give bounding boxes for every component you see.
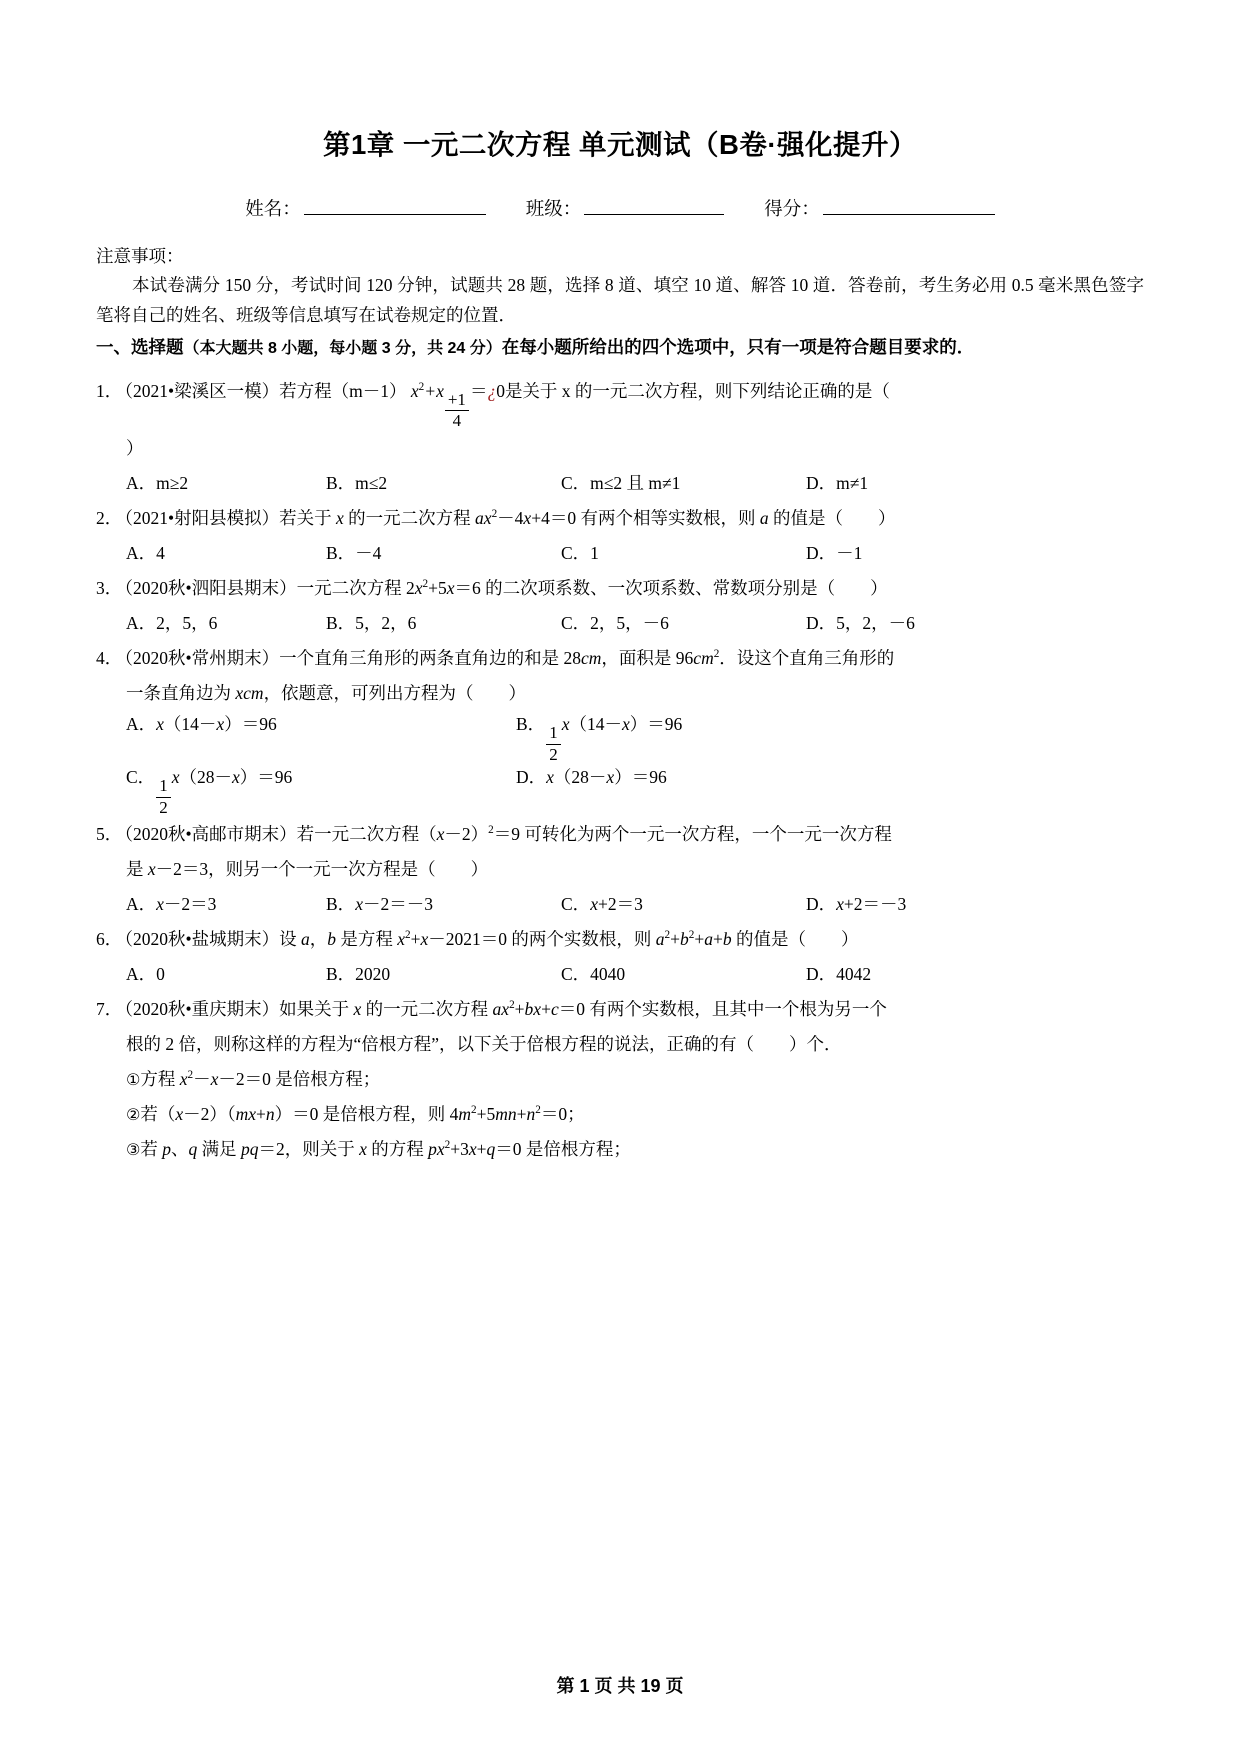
question-1-fraction-numerator: +1 [445,391,469,411]
question-3-source: （2020秋•泗阳县期末） [124,577,297,598]
question-1-option-c[interactable]: C．m≤2 且 m≠1 [561,472,681,493]
question-4-option-b-fraction: $\frac{1}{2}$ [546,724,561,764]
score-blank[interactable] [823,197,995,215]
name-label: 姓名： [245,200,301,220]
question-2 [96,501,1144,536]
class-field [526,195,725,221]
question-3 [96,571,1144,606]
question-1-eq-x: x [410,380,419,401]
question-3-number: 3． [96,577,123,598]
question-7-stem-line1: 如果关于 x 的一元二次方程 $ax^2+bx+c=0$ 有两个实数根，且其中一个根为另一个 [279,998,887,1019]
section-heading-main: 一、选择题 [96,337,184,358]
section-heading-paren: （本大题共 8 小题，每小题 3 分，共 24 分） [183,340,502,358]
score-field [764,195,995,221]
question-1-option-b[interactable]: B．m≤2 [326,472,388,493]
question-2-source: （2021•射阳县模拟） [124,507,280,528]
question-1-option-d[interactable]: D．m≠1 [806,472,869,493]
question-1-fraction [445,391,469,431]
class-blank[interactable] [584,197,724,215]
class-label: 班级： [525,200,582,220]
question-4-option-a[interactable]: A．x（14－x）＝96 [126,713,277,734]
question-5-option-c[interactable]: C．x+2＝3 [561,893,643,914]
page-footer: 第 1 页 共 19 页 [556,1676,684,1696]
question-2-option-a[interactable]: A．4 [126,542,165,563]
question-1-zero: 0 [496,380,505,401]
question-3-options [96,606,1144,641]
name-blank[interactable] [304,197,486,215]
question-1-fraction-denominator: 4 [452,411,462,431]
question-2-options [96,536,1144,571]
question-6-option-b[interactable]: B．2020 [326,963,391,984]
question-5-source: （2020秋•高邮市期末） [124,823,297,844]
question-1-close-paren: ） [126,437,144,458]
question-1-options [96,466,1144,501]
question-2-option-d[interactable]: D．－1 [806,542,863,563]
question-6-option-a[interactable]: A．0 [126,963,165,984]
question-7-stem-line2: 根的 2 倍，则称这样的方程为“倍根方程”，以下关于倍根方程的说法，正确的有（ ）个． [126,1033,842,1054]
question-4 [96,641,1144,676]
question-1-stem-pre: 若方程（m－1） [279,380,407,401]
question-1-equals: ＝ [469,380,488,401]
question-3-option-a[interactable]: A．2，5，6 [126,612,218,633]
question-6-stem: 设 a，b 是方程 $x^2+x-2021=0$ 的两个实数根，则 $a^2+b^2+a+b$ 的值是（ ） [279,928,859,949]
question-2-option-c[interactable]: C．1 [561,542,599,563]
question-4-option-c[interactable]: C． $\frac{1}{2}$ x（28－x）＝96 [126,766,293,817]
question-3-option-d[interactable]: D．5，2，－6 [806,612,915,633]
identity-row [96,195,1144,221]
question-7-source: （2020秋•重庆期末） [124,998,280,1019]
question-3-option-b[interactable]: B．5，2，6 [326,612,417,633]
name-field [245,195,486,221]
question-2-number: 2． [96,507,123,528]
question-5-number: 5． [96,823,123,844]
page-title: 第1章 一元二次方程 单元测试（B卷·强化提升） [322,129,918,160]
question-4-option-d[interactable]: D．x（28－x）＝96 [516,766,667,787]
score-label: 得分： [764,200,820,220]
section-heading [96,332,1144,363]
question-6-number: 6． [96,928,123,949]
question-1-eq-mid: +x [424,380,444,401]
question-1-eq-exponent: 2 [418,380,425,393]
question-2-option-b[interactable]: B．－4 [326,542,382,563]
notes-body: 本试卷满分 150 分，考试时间 120 分钟，试题共 28 题，选择 8 道、填空 10 道、解答 10 道．答卷前，考生务必用 0.5 毫米黑色签字笔将自己的姓名、班级等信息填写在试卷规定的位置． [96,275,1144,326]
question-1-red-mark: ¿ [487,380,497,401]
question-6 [96,922,1144,957]
question-5 [96,817,1144,852]
question-4-options-row2 [96,764,1144,817]
question-5-stem-line2: 是 x－2＝3，则另一个一元一次方程是（ ） [126,858,489,879]
question-4-source: （2020秋•常州期末） [124,647,280,668]
question-1-number: 1． [96,380,123,401]
question-5-option-d[interactable]: D．x+2＝－3 [806,893,907,914]
question-1-source: （2021•梁溪区一模） [124,380,280,401]
question-7-sub-item-2: ②若（x－2）（mx+n）＝0 是倍根方程，则 $4m^2+5mn+n^2=0$； [126,1103,585,1124]
question-4-option-b[interactable]: B． $\frac{1}{2}$ x（14－x）＝96 [516,713,683,764]
question-4-option-c-fraction: $\frac{1}{2}$ [156,777,171,817]
section-heading-tail: 在每小题所给出的四个选项中，只有一项是符合题目要求的． [501,337,975,358]
question-3-stem: 一元二次方程 $2x^2+5x=6$ 的二次项系数、一次项系数、常数项分别是（ ） [296,577,888,598]
question-4-options-row1 [96,711,1144,764]
question-6-options [96,957,1144,992]
notes-heading: 注意事项： [96,246,184,266]
question-5-option-b[interactable]: B．x－2＝－3 [326,893,433,914]
question-1-stem-post: 是关于 x 的一元二次方程，则下列结论正确的是（ [504,380,890,401]
question-4-stem-line2: 一条直角边为 xcm，依题意，可列出方程为（ ） [126,682,527,703]
question-4-stem-line1: 一个直角三角形的两条直角边的和是 28cm，面积是 $96cm^2$．设这个直角三角形的 [279,647,895,668]
question-1 [96,374,1144,431]
question-6-option-c[interactable]: C．4040 [561,963,626,984]
question-4-number: 4． [96,647,123,668]
question-5-options [96,887,1144,922]
question-7 [96,992,1144,1027]
question-3-option-c[interactable]: C．2，5，－6 [561,612,669,633]
question-7-number: 7． [96,998,123,1019]
question-7-sub-item-1: ①方程 $x^2-x-2=0$ 是倍根方程； [126,1068,381,1089]
question-6-source: （2020秋•盐城期末） [124,928,280,949]
question-6-option-d[interactable]: D．4042 [806,963,872,984]
question-5-stem-line1: 若一元二次方程$(x-2)^2=9$ 可转化为两个一元一次方程，一个一元一次方程 [296,823,892,844]
question-1-option-a[interactable]: A．m≥2 [126,472,189,493]
question-5-option-a[interactable]: A．x－2＝3 [126,893,217,914]
question-7-sub-item-3: ③若 p、q 满足 pq＝2，则关于 x 的方程 $px^2+3x+q=0$ 是倍根方程； [126,1138,631,1159]
question-2-stem: 若关于 x 的一元二次方程 $ax^2-4x+4=0$ 有两个相等实数根，则 a 的值是（ ） [279,507,896,528]
